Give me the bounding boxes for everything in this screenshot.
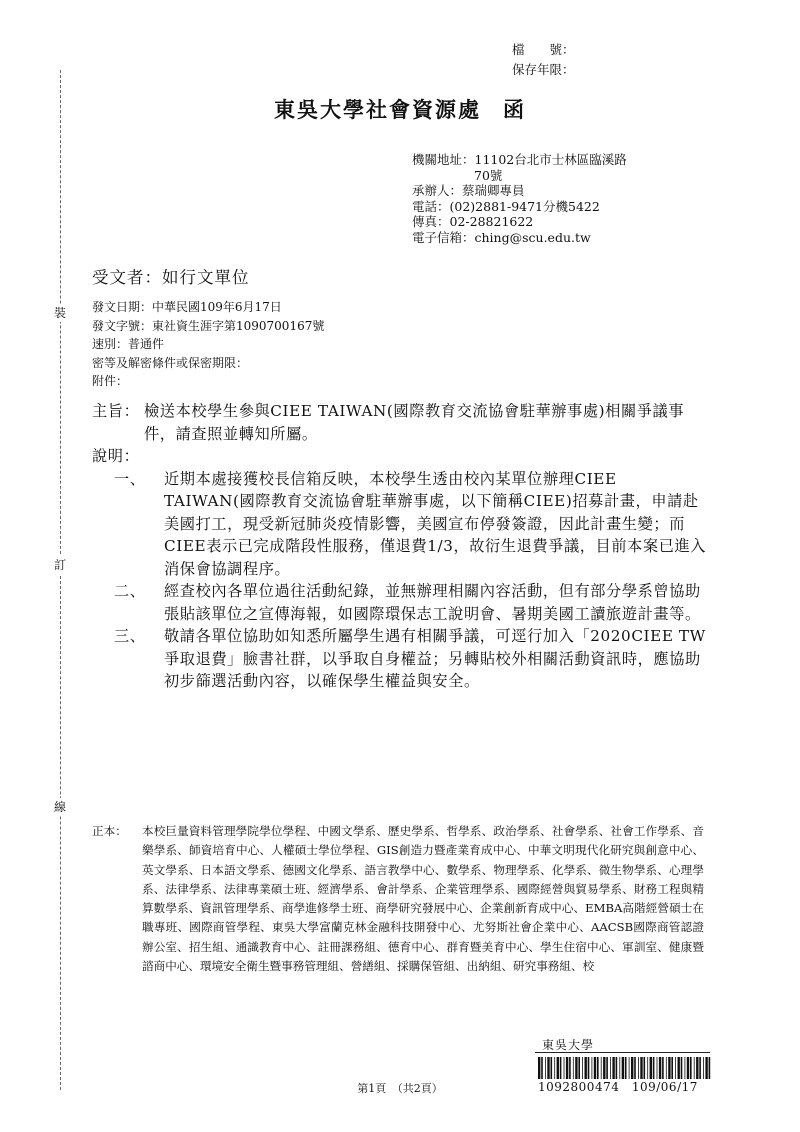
attachment: 附件： — [92, 374, 129, 388]
binding-line — [60, 70, 61, 1090]
barcode-number: 1092800474 109/06/17 — [538, 1080, 698, 1094]
page-number: 第1頁 （共2頁） — [357, 1082, 443, 1095]
address-line: 機關地址：11102台北市士林區臨溪路 — [412, 152, 627, 167]
item-text: 敬請各單位協助如知悉所屬學生遇有相關爭議，可逕行加入「2020CIEE TW爭取退費」臉書社群，以爭取自身權益；另轉貼校外相關活動資訊時，應協助初步篩選活動內容，以確保學生權益與安全。 — [164, 627, 706, 690]
distribution-list — [92, 822, 704, 976]
contact-block — [412, 152, 627, 245]
issue-date: 發文日期：中華民國109年6月17日 — [92, 300, 282, 314]
stamp-name: 東吳大學 — [542, 1038, 595, 1052]
handler: 承辦人：蔡瑞卿專員 — [412, 183, 525, 198]
binding-mark-middle: 訂 — [51, 556, 69, 574]
document-body — [92, 400, 712, 693]
item-text: 經查校內各單位過往活動紀錄，並無辦理相關內容活動，但有部分學系曾協助張貼該單位之宣傳海報，如國際環保志工說明會、暑期美國工讀旅遊計畫等。 — [164, 582, 701, 623]
file-number-label: 檔 號： — [512, 42, 575, 57]
explanation-label: 說明： — [92, 447, 140, 465]
archive-info — [512, 40, 575, 80]
retention-period-label: 保存年限： — [512, 62, 575, 77]
document-meta — [92, 298, 324, 391]
item-number: 三、 — [114, 627, 146, 645]
subject — [92, 400, 712, 445]
secrecy-level: 密等及解密條件或保密期限： — [92, 355, 249, 370]
explanation-item — [92, 625, 712, 693]
distribution-label: 正本： — [92, 824, 127, 838]
address-line-cont: 70號 — [474, 167, 503, 183]
item-number: 一、 — [114, 469, 146, 488]
binding-mark-top: 裝 — [51, 304, 69, 322]
explanation-item — [92, 580, 712, 625]
email: 電子信箱：ching@scu.edu.tw — [412, 229, 591, 245]
item-number: 二、 — [114, 582, 146, 600]
binding-mark-bottom: 線 — [51, 798, 69, 816]
explanation-item — [92, 468, 712, 581]
document-title — [0, 94, 800, 124]
fax: 傳真：02-28821622 — [412, 214, 534, 229]
subject-label: 主旨： — [92, 402, 140, 420]
barcode-icon — [538, 1057, 712, 1079]
stamp-divider — [535, 1052, 710, 1053]
phone: 電話：(02)2881-9471分機5422 — [412, 198, 600, 214]
delivery-speed: 速別：普通件 — [92, 337, 165, 351]
item-text: 近期本處接獲校長信箱反映，本校學生透由校內某單位辦理CIEE TAIWAN(國際教育交流協會駐華辦事處，以下簡稱CIEE)招募計畫，申請赴美國打工，現受新冠肺炎疫情影響，美國宣布停發簽證，因此計畫生變；而CIEE表示已完成階段性服務，僅退費1/3，故衍生退費爭議，目前本案已進入消保會協調程序。 — [164, 469, 707, 578]
subject-text: 檢送本校學生參與CIEE TAIWAN(國際教育交流協會駐華辦事處)相關爭議事件，請查照並轉知所屬。 — [144, 402, 685, 443]
distribution-text: 本校巨量資料管理學院學位學程、中國文學系、歷史學系、哲學系、政治學系、社會學系、社會工作學系、音樂學系、師資培育中心、人權碩士學位學程、GIS創造力暨產業育成中心、中華文明現代化研究與創意中心、英文學系、日本語文學系、德國文化學系、語言教學中心、數學系、物理學系、化學系、微生物學系、心理學系、法律學系、法律專業碩士班、經濟學系、會計學系、企業管理學系、國際經營與貿易學系、財務工程與精算數學系、資訊管理學系、商學進修學士班、商學研究發展中心、企業創新育成中心、EMBA高階經營碩士在職專班、國際商管學程、東吳大學富蘭克林金融科技開發中心、尤努斯社會企業中心、AACSB國際商管認證辦公室、招生組、通識教育中心、註冊課務組、德育中心、群育暨美育中心、學生住宿中心、軍訓室、健康暨諮商中心、環境安全衛生暨事務管理組、營繕組、採購保管組、出納組、研究事務組、校 — [142, 824, 704, 974]
document-number: 發文字號：東社資生涯字第1090700167號 — [92, 318, 325, 333]
document-type: 函 — [503, 97, 526, 122]
recipient: 受文者：如行文單位 — [92, 268, 250, 287]
issuing-office: 東吳大學社會資源處 — [274, 97, 481, 122]
